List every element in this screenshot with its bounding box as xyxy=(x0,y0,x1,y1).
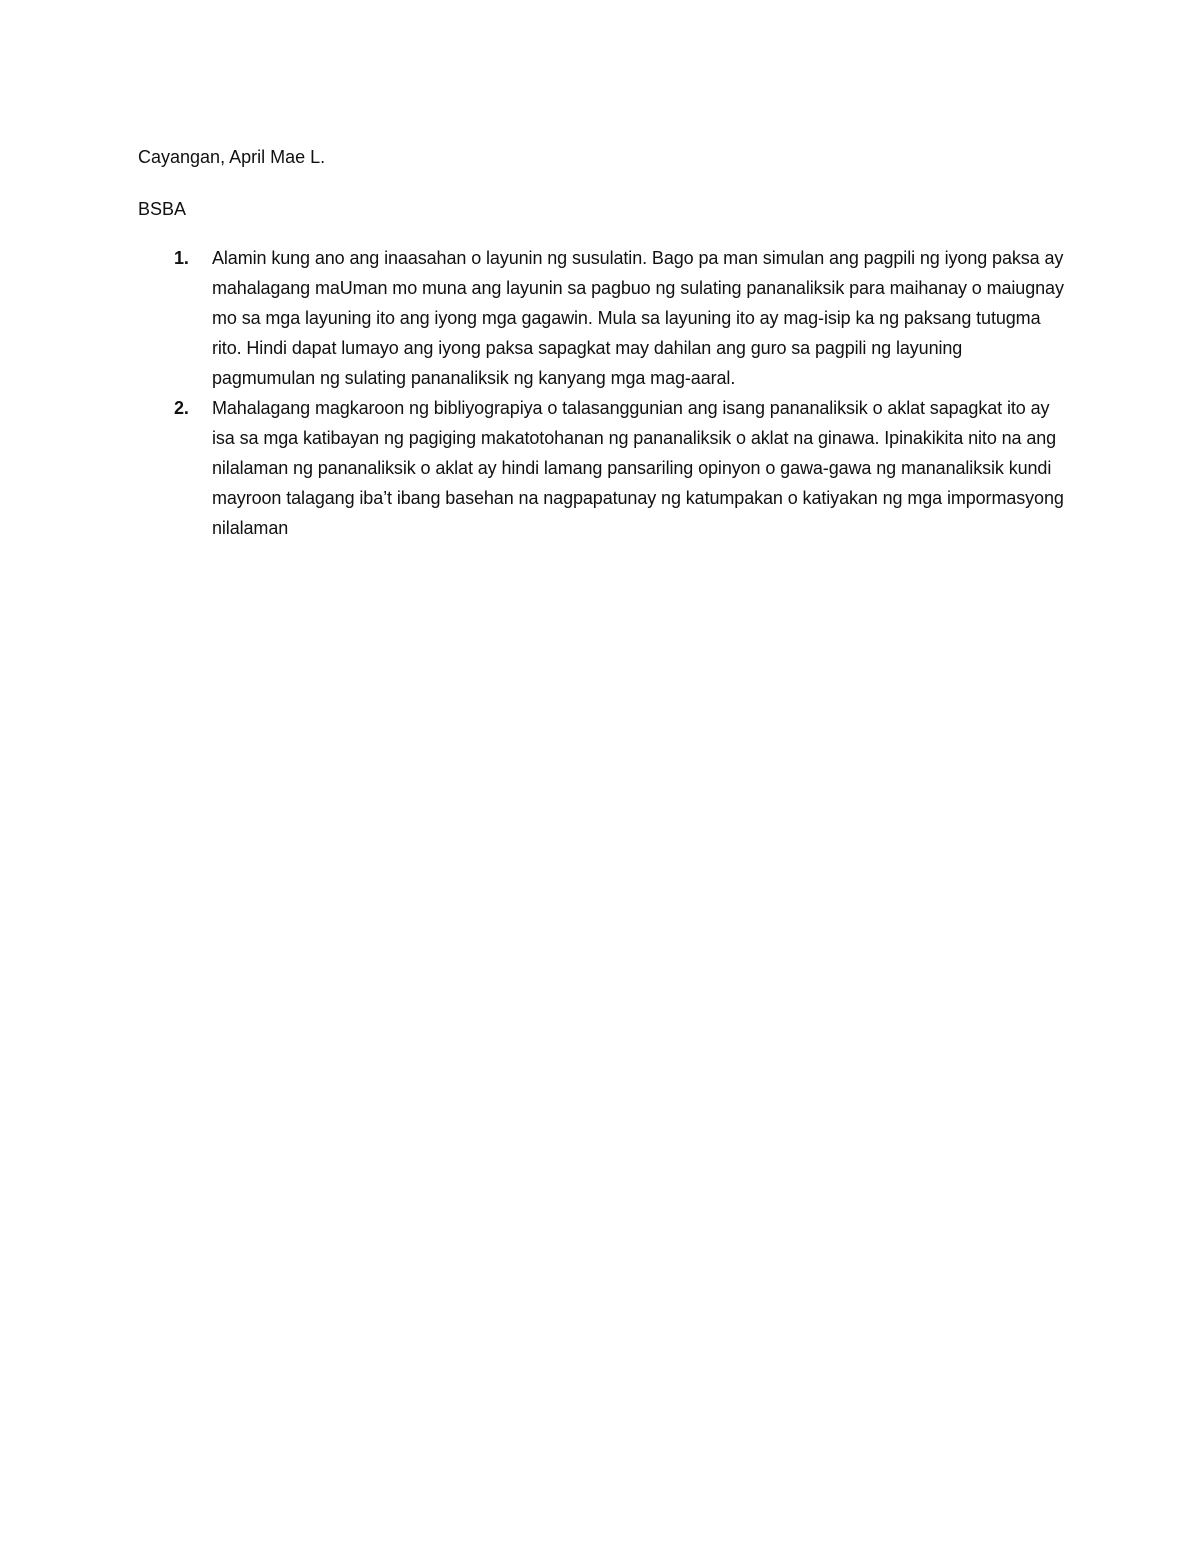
list-item-text: Alamin kung ano ang inaasahan o layunin ng susulatin. Bago pa man simulan ang pagpili ng iyong paksa ay mahalagang maUman mo muna ang layunin sa pagbuo ng sulating pananaliksik para maihanay o maiugnay mo sa mga layuning ito ang iyong mga gagawin. Mula sa layuning ito ay mag-isip ka ng paksang tutugma rito. Hindi dapat lumayo ang iyong paksa sapagkat may dahilan ang guro sa pagpili ng layuning pagmumulan ng sulating pananaliksik ng kanyang mga mag-aaral. xyxy=(212,248,1064,388)
list-item-number: 1. xyxy=(174,248,189,268)
list-item xyxy=(138,393,1068,543)
numbered-list xyxy=(138,243,1068,543)
list-item xyxy=(138,243,1068,393)
list-item-number: 2. xyxy=(174,398,189,418)
list-item-text: Mahalagang magkaroon ng bibliyograpiya o talasanggunian ang isang pananaliksik o aklat sapagkat ito ay isa sa mga katibayan ng pagiging makatotohanan ng pananaliksik o aklat na ginawa. Ipinakikita nito na ang nilalaman ng pananaliksik o aklat ay hindi lamang pansariling opinyon o gawa-gawa ng mananaliksik kundi mayroon talagang iba’t ibang basehan na nagpapatunay ng katumpakan o katiyakan ng mga impormasyong nilalaman xyxy=(212,398,1064,538)
course-name: BSBA xyxy=(138,199,187,219)
author-name: Cayangan, April Mae L. xyxy=(138,147,326,167)
